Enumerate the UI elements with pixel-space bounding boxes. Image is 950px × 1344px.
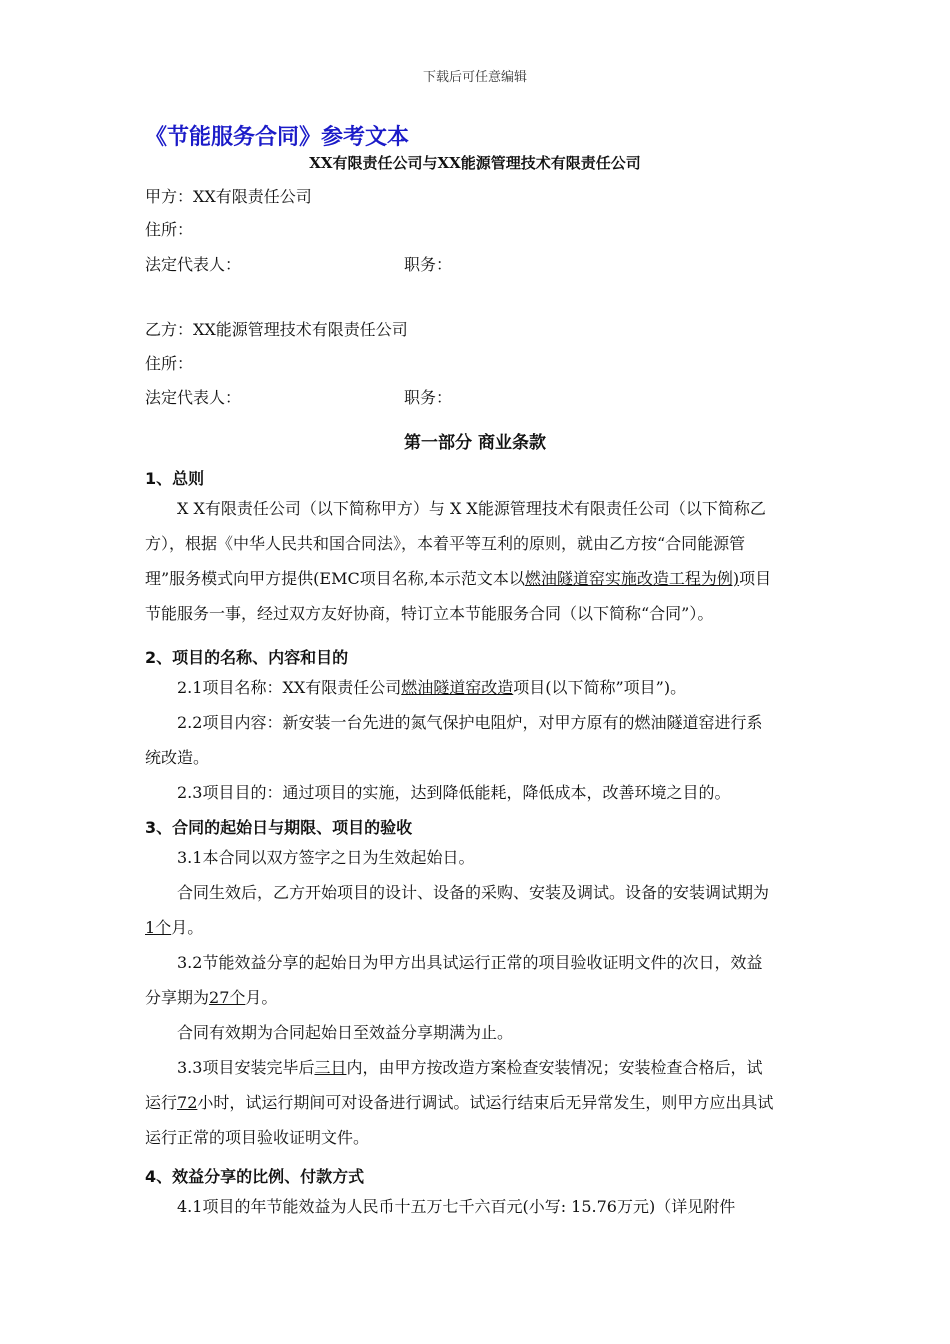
s4-item-1: 4.1项目的年节能效益为人民币十五万七千六百元(小写: 15.76万元)（详见附件 bbox=[177, 1197, 736, 1216]
section-2-para bbox=[145, 670, 807, 810]
s3-item-1b-line1: 合同生效后，乙方开始项目的设计、设备的采购、安装及调试。设备的安装调试期为 bbox=[177, 883, 770, 902]
s3-item-2c: 合同有效期为合同起始日至效益分享期满为止。 bbox=[177, 1023, 514, 1042]
s2-item-1-underlined: 燃油隧道窑改造 bbox=[401, 678, 514, 697]
document-subtitle: XX有限责任公司与XX能源管理技术有限责任公司 bbox=[309, 154, 641, 172]
section-2-heading: 2、项目的名称、内容和目的 bbox=[145, 648, 349, 667]
s3-item-2b-text: 分享期为 bbox=[145, 988, 210, 1007]
part-one-heading: 第一部分 商业条款 bbox=[404, 433, 546, 453]
s3-share-period-unit: 月。 bbox=[245, 988, 278, 1007]
s3-item-3a-rest: 内，由甲方按改造方案检查安装情况；安装检查合格后，试 bbox=[346, 1058, 763, 1077]
s3-item-1b-line2 bbox=[145, 910, 807, 945]
party-b-address: 住所： bbox=[145, 354, 194, 373]
s3-share-period-underlined: 27个 bbox=[209, 988, 246, 1007]
document-title: 《节能服务合同》参考文本 bbox=[145, 125, 410, 150]
party-a-address: 住所： bbox=[145, 220, 194, 239]
party-a-position: 职务： bbox=[404, 255, 453, 274]
s2-item-3: 2.3项目目的：通过项目的实施，达到降低能耗，降低成本，改善环境之目的。 bbox=[177, 783, 731, 802]
s3-72-hours-underlined: 72 bbox=[177, 1093, 198, 1112]
s3-item-2a: 3.2节能效益分享的起始日为甲方出具试运行正常的项目验收证明文件的次日，效益 bbox=[177, 953, 763, 972]
section-3-heading: 3、合同的起始日与期限、项目的验收 bbox=[145, 818, 413, 837]
s3-item-3b-text: 运行 bbox=[145, 1093, 178, 1112]
s1-line-3a: 理”服务模式向甲方提供(EMC项目名称,本示范文本以 bbox=[145, 569, 525, 588]
s3-item-3a-text: 3.3项目安装完毕后 bbox=[177, 1058, 315, 1077]
s2-item-2a: 2.2项目内容：新安装一台先进的氮气保护电阻炉，对甲方原有的燃油隧道窑进行系 bbox=[177, 713, 763, 732]
s3-three-days-underlined: 三日 bbox=[314, 1058, 347, 1077]
section-1-heading: 1、总则 bbox=[145, 469, 205, 488]
s3-item-3b-rest: 小时，试运行期间可对设备进行调试。试运行结束后无异常发生，则甲方应出具试 bbox=[197, 1093, 774, 1112]
party-b-name: 乙方：XX能源管理技术有限责任公司 bbox=[145, 320, 408, 339]
s3-period-underlined: 1个 bbox=[145, 918, 172, 937]
s1-line-1: X X有限责任公司（以下简称甲方）与 X X能源管理技术有限责任公司（以下简称乙 bbox=[177, 499, 766, 518]
s3-item-3c: 运行正常的项目验收证明文件。 bbox=[145, 1128, 370, 1147]
s1-line-4: 节能服务一事，经过双方友好协商，特订立本节能服务合同（以下简称“合同”）。 bbox=[145, 604, 714, 623]
section-1-para bbox=[145, 491, 807, 631]
s2-item-1b: 项目(以下简称”项目”)。 bbox=[513, 678, 687, 697]
party-a-rep: 法定代表人： bbox=[145, 255, 242, 274]
s2-item-1 bbox=[145, 670, 807, 705]
s1-line-3-underlined: 燃油隧道窑实施改造工程为例) bbox=[524, 569, 740, 588]
page-header: 下载后可任意编辑 bbox=[422, 70, 527, 85]
s3-item-3b bbox=[145, 1085, 807, 1120]
s1-line-3b: 项目 bbox=[739, 569, 772, 588]
s2-item-1a: 2.1项目名称：XX有限责任公司 bbox=[177, 678, 402, 697]
s3-period-unit: 月。 bbox=[171, 918, 204, 937]
section-4-para bbox=[145, 1189, 807, 1224]
s1-line-2: 方），根据《中华人民共和国合同法》，本着平等互利的原则，就由乙方按“合同能源管 bbox=[145, 534, 746, 553]
party-b-position: 职务： bbox=[404, 388, 453, 407]
s3-item-3a bbox=[145, 1050, 807, 1085]
party-b-rep: 法定代表人： bbox=[145, 388, 242, 407]
section-3-para bbox=[145, 840, 807, 1155]
s2-item-2b: 统改造。 bbox=[145, 748, 210, 767]
s1-line-3 bbox=[145, 561, 807, 596]
section-4-heading: 4、效益分享的比例、付款方式 bbox=[145, 1167, 365, 1186]
s3-item-1: 3.1本合同以双方签字之日为生效起始日。 bbox=[177, 848, 475, 867]
s3-item-2b bbox=[145, 980, 807, 1015]
party-a-name: 甲方：XX有限责任公司 bbox=[145, 187, 312, 206]
